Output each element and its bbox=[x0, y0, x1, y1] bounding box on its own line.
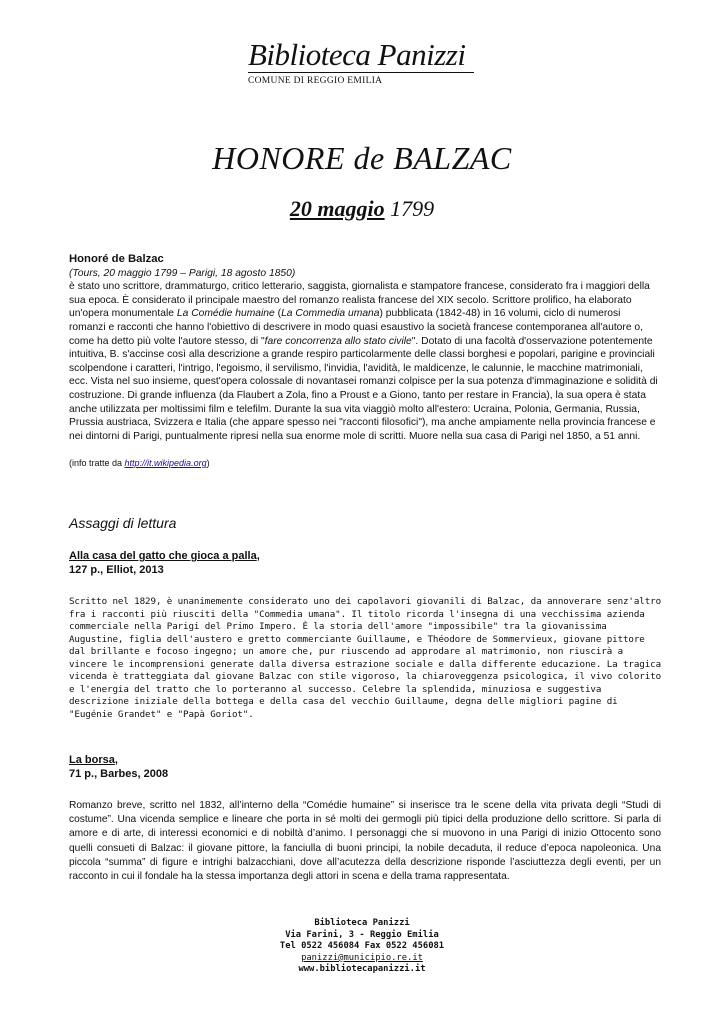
biography-text bbox=[69, 280, 659, 443]
footer-library-name: Biblioteca Panizzi bbox=[314, 918, 410, 928]
birth-date bbox=[0, 196, 724, 222]
source-suffix: ) bbox=[206, 458, 210, 468]
book-title: La borsa bbox=[69, 754, 115, 766]
source-note bbox=[69, 458, 210, 468]
library-logo bbox=[248, 38, 478, 86]
bio-text-part: è stato uno scrittore, drammaturgo, critico letterario, saggista, giornalista e stampatore francese, considerato fra i maggiori della sua epoca. È considerato il principale maestro del romanzo realista francese del XIX secolo. Scrittore prolifico, ha elaborato un'opera monumentale bbox=[69, 281, 650, 320]
bio-text-part: ". Dotato di una facoltà d'osservazione potentemente intuitiva, B. s'accinse così alla descrizione a grande respiro particolarmente delle classi borghesi e popolari, parigine e provinciali scolpendone i caratteri, l'intrigo, l'egoismo, il servilismo, l'invidia, l'avidità, le maldicenze, le calunnie, le macchine matrimoniali, ecc. Vista nel suo insieme, quest'opera colossale di novantasei romanzi colpisce per la sua potenza d'immaginazione e solidità di costruzione. Di grande influenza (da Flaubert a Zola, fino a Proust e a Giono, tanto per restare in Francia), la sua opera è stata anche utilizzata per moltissimi film e telefilm. Durante la sua vita viaggiò molto all'estero: Ucraina, Polonia, Germania, Russia, Prussia austriaca, Svizzera e Italia (che appare spesso nei "racconti filosofici"), ma anche ampiamente nella provincia francese e nei dintorni di Parigi, puntualmente ripresi nella sua enorme mole di scritti. Muore nella sua casa di Parigi nel 1850, a 51 anni. bbox=[69, 335, 658, 442]
logo-divider bbox=[248, 72, 474, 73]
bio-text-part: ) pubblicata (1842-48) in 16 volumi, ciclo di numerosi romanzi e racconti che hanno l'obiettivo di descrivere in modo quasi esaustivo la società francese contemporanea all'autore o, come ha detto più volte l'autore stesso, di " bbox=[69, 308, 644, 347]
footer-email[interactable]: panizzi@municipio.re.it bbox=[301, 952, 423, 963]
birth-year: 1799 bbox=[384, 196, 435, 221]
footer-phone: Tel 0522 456084 Fax 0522 456081 bbox=[279, 941, 445, 951]
logo-title: Biblioteca Panizzi bbox=[248, 37, 466, 72]
author-life-dates: (Tours, 20 maggio 1799 – Parigi, 18 agosto 1850) bbox=[69, 267, 296, 279]
book-title-suffix: , bbox=[114, 754, 118, 766]
section-title: Assaggi di lettura bbox=[69, 515, 177, 531]
logo-subtitle: COMUNE DI REGGIO EMILIA bbox=[248, 76, 383, 86]
book-details: 71 p., Barbes, 2008 bbox=[69, 768, 169, 780]
book-title: Alla casa del gatto che gioca a palla bbox=[69, 550, 257, 562]
author-quote: fare concorrenza allo stato civile bbox=[264, 335, 412, 347]
bio-text-part: ( bbox=[274, 308, 282, 320]
work-title-italian: La Commedia umana bbox=[281, 308, 380, 320]
book-details: 127 p., Elliot, 2013 bbox=[69, 564, 164, 576]
source-prefix: (info tratte da bbox=[69, 458, 125, 468]
book-title-suffix: , bbox=[256, 550, 260, 562]
author-name: Honoré de Balzac bbox=[69, 253, 164, 265]
footer-address: Via Farini, 3 - Reggio Emilia bbox=[285, 929, 439, 940]
author-biography bbox=[69, 253, 659, 443]
work-title: La Comédie humaine bbox=[176, 308, 275, 320]
footer bbox=[0, 918, 724, 976]
book-description: Scritto nel 1829, è unanimemente considerato uno dei capolavori giovanili di Balzac, da annoverare senz'altro fra i racconti più riusciti della "Commedia umana". Il titolo ricorda l'insegna di una vecchissima azienda commerciale nella Parigi del Primo Impero. È la storia dell'amore "impossibile" tra la giovanissima Augustine, figlia dell'austero e gretto commerciante Guillaume, e Théodore de Sommervieux, giovane pittore dal brillante e focoso ingegno; un amore che, pur riuscendo ad approdare al matrimonio, non riuscirà a vincere le incomprensioni generate dalla diversa estrazione sociale e dalla differente educazione. La tragica vicenda è tratteggiata dal giovane Balzac con stile vigoroso, la chiaroveggenza psicologica, il vivo colorito e l'energia del tratto che lo porteranno al successo. Celebre la splendida, minuziosa e suggestiva descrizione iniziale della bottega e della casa del vecchio Guillaume, degna delle migliori pagine di "Eugénie Grandet" e "Papà Goriot". bbox=[69, 596, 662, 720]
birth-day-month: 20 maggio bbox=[289, 196, 385, 221]
book-description: Romanzo breve, scritto nel 1832, all’interno della “Comédie humaine” si inserisce tra le scene della vita privata degli “Studi di costume”. Una vicenda semplice e lineare che porta in sé molti dei germogli più tipici della produzione dello scrittore. Si parla di amore e di arte, di interessi economici e di nobiltà d’animo. I personaggi che si muovono in una Parigi di inizio Ottocento sono quelli consueti di Balzac: il giovane pittore, la fanciulla di buoni principi, la nobile decaduta, il reduce d’epoca napoleonica. Una piccola “summa” di figure e intrighi balzacchiani, dove all’acutezza della descrizione risponde l’asciuttezza degli eventi, per un racconto in cui il fondale ha la stessa importanza degli attori in scena e della trama rappresentata. bbox=[69, 800, 661, 883]
book-heading bbox=[69, 549, 260, 577]
page-title: HONORE de BALZAC bbox=[212, 140, 512, 176]
book-heading bbox=[69, 753, 168, 781]
footer-website[interactable]: www.bibliotecapanizzi.it bbox=[298, 964, 426, 974]
source-link[interactable]: http://it.wikipedia.org bbox=[124, 458, 207, 468]
